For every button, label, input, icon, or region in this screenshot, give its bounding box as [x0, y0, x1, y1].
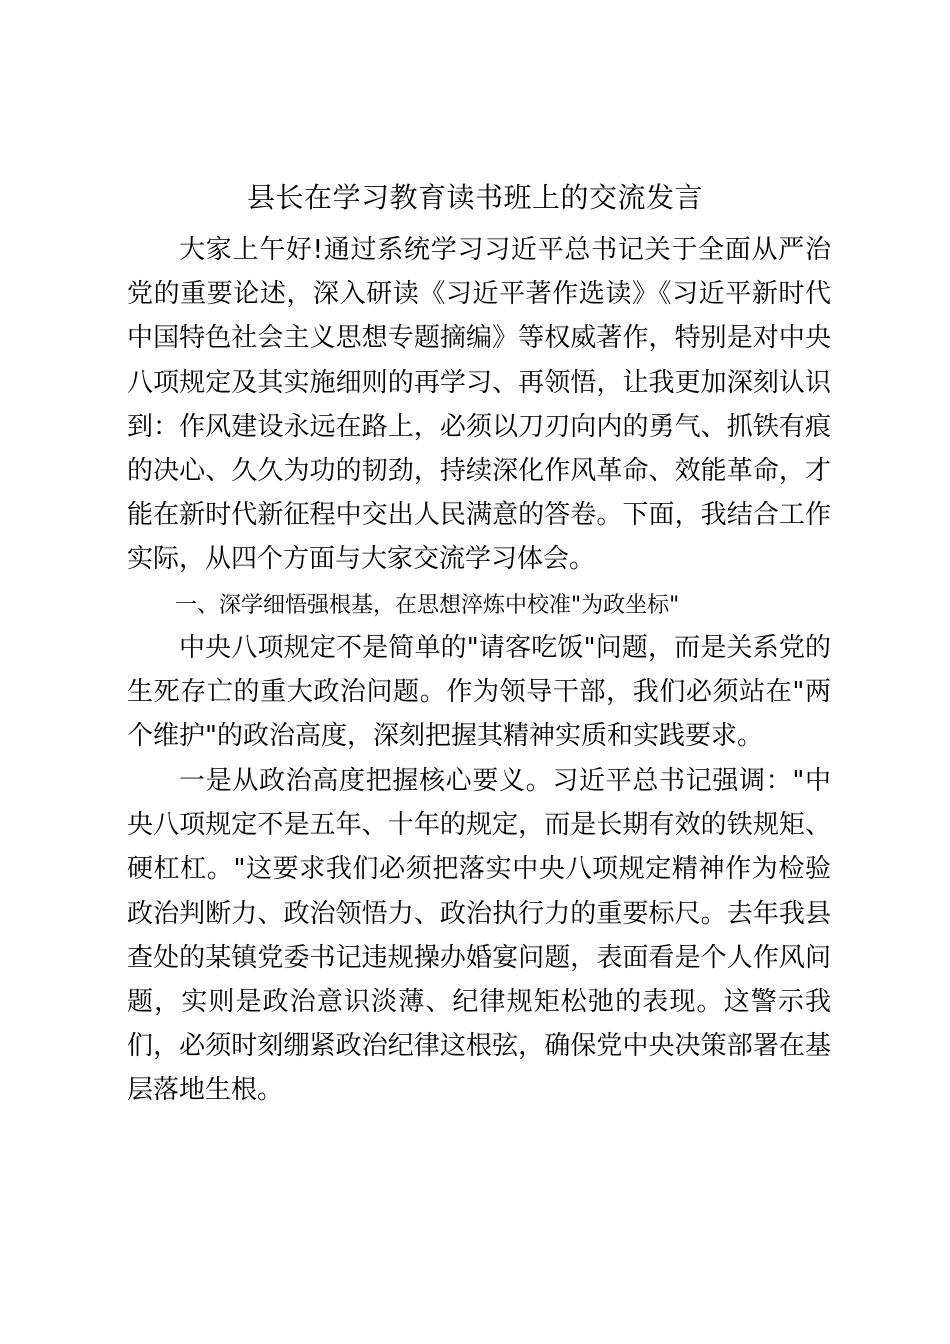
document-title: 县长在学习教育读书班上的交流发言 — [246, 181, 703, 214]
intro-paragraph: 大家上午好!通过系统学习习近平总书记关于全面从严治党的重要论述，深入研读《习近平著作选读》《习近平新时代中国特色社会主义思想专题摘编》等权威著作，特别是对中央八项规定及其实施细则的再学习、再领悟，让我更加深刻认识到：作风建设永远在路上，必须以刀刃向内的勇气、抓铁有痕的决心、久久为功的韧劲，持续深化作风革命、效能革命，才能在新时代新征程中交出人民满意的答卷。下面，我结合工作实际，从四个方面与大家交流学习体会。 — [127, 235, 831, 575]
body-paragraph-3: 一是从政治高度把握核心要义。习近平总书记强调："中央八项规定不是五年、十年的规定，而是长期有效的铁规矩、硬杠杠。"这要求我们必须把落实中央八项规定精神作为检验政治判断力、政治领悟力、政治执行力的重要标尺。去年我县查处的某镇党委书记违规操办婚宴问题，表面看是个人作风问题，实则是政治意识淡薄、纪律规矩松弛的表现。这警示我们，必须时刻绷紧政治纪律这根弦，确保党中央决策部署在基层落地生根。 — [127, 766, 831, 1106]
body-paragraph-2: 中央八项规定不是简单的"请客吃饭"问题，而是关系党的生死存亡的重大政治问题。作为领导干部，我们必须站在"两个维护"的政治高度，深刻把握其精神实质和实践要求。 — [127, 633, 831, 752]
section-heading: 一、深学细悟强根基，在思想淬炼中校准"为政坐标" — [175, 593, 680, 618]
